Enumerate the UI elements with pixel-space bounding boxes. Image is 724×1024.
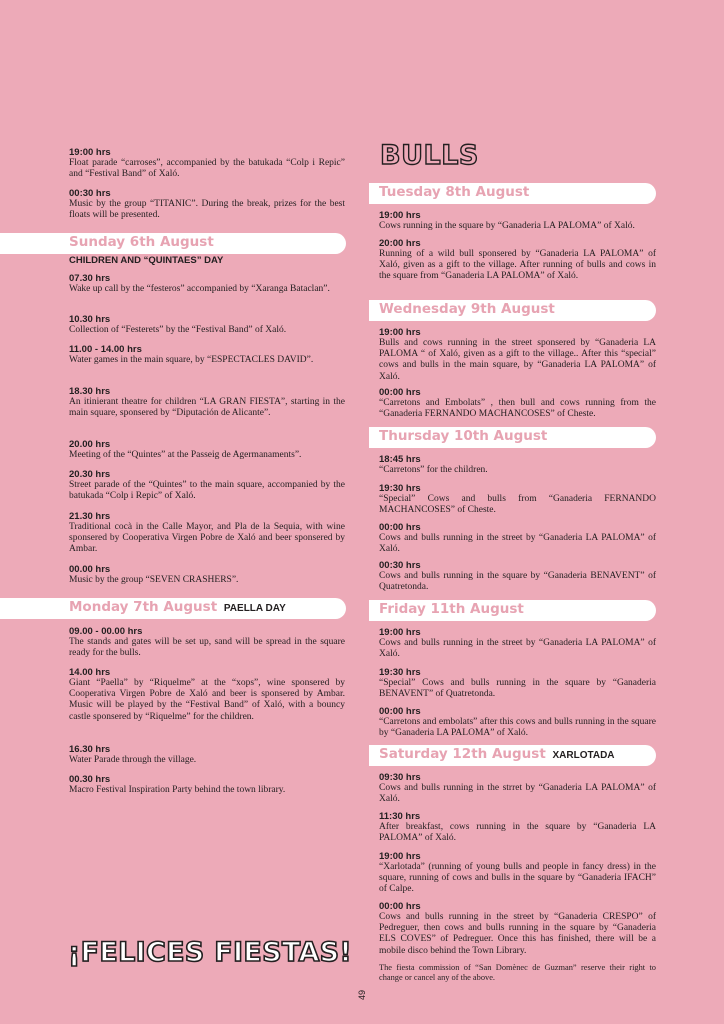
event-desc: Cows and bulls running in the strret by “Ganaderia LA PALOMA” of Xaló. (379, 783, 656, 805)
event-thu-1 (379, 454, 656, 476)
event-desc: “Xarlotada” (running of young bulls and people in fancy dress) in the square, running of cows and bulls in the square by “Ganaderia IFACH” of Calpe. (379, 862, 656, 895)
day-subtitle: XARLOTADA (552, 750, 615, 761)
event-desc: Giant “Paella” by “Riquelme” at the “xops”, wine sponsered by Cooperativa Virgen Pobre de Xaló and beer is sponsered by Ambar. Music will be played by the “Festival Band” of Xaló, with a bouncy castle sponsered by “Riquelme” for the children. (69, 678, 345, 722)
event-sat-4 (379, 901, 656, 957)
event-time: 00:00 hrs (379, 706, 421, 717)
event-desc: Water games in the main square, by “ESPECTACLES DAVID”. (69, 355, 314, 365)
day-title: Wednesday 9th August (379, 301, 555, 317)
event-desc: Music by the group “SEVEN CRASHERS”. (69, 575, 239, 585)
day-title-text: Monday 7th August (69, 599, 218, 615)
event-time: 11.00 - 14.00 hrs (69, 344, 142, 355)
event-time: 21.30 hrs (69, 511, 111, 522)
event-time: 11:30 hrs (379, 811, 421, 822)
footnote: The fiesta commission of “San Domènec de Guzman” reserve their right to change or cancel any of the above. (379, 963, 656, 982)
event-fri-2 (379, 667, 656, 700)
event-tue-1 (379, 210, 656, 232)
day-subtitle: PAELLA DAY (223, 603, 286, 614)
event-float-parade (69, 147, 345, 180)
event-desc: Cows running in the square by “Ganaderia LA PALOMA” of Xaló. (379, 221, 635, 231)
event-desc: Cows and bulls running in the street by “Ganaderia CRESPO” of Pedreguer, then cows and bulls running in the square by “Ganaderia ELS COVES” of Pedreguer. Once this has finished, there will be a mobile disco behind the Town Library. (379, 912, 656, 956)
event-time: 16.30 hrs (69, 744, 111, 755)
event-time: 20:00 hrs (379, 238, 421, 249)
event-desc: “Carretons and Embolats” , then bull and cows running from the “Ganaderia FERNANDO MACHANCOSES” of Cheste. (379, 398, 656, 420)
event-desc: Float parade “carroses”, accompanied by the batukada “Colp i Repic” and “Festival Band” of Xaló. (69, 158, 345, 180)
event-time: 19:00 hrs (379, 210, 421, 221)
event-desc: An itinierant theatre for children “LA GRAN FIESTA”, starting in the main square, sponsered by “Diputación de Alicante”. (69, 397, 345, 419)
event-sun-2 (69, 314, 345, 336)
event-time: 19:00 hrs (379, 851, 421, 862)
day-banner-tuesday (369, 183, 656, 204)
event-time: 00:00 hrs (379, 522, 421, 533)
event-time: 00:30 hrs (69, 188, 111, 199)
day-title-text: Saturday 12th August (379, 746, 546, 762)
event-desc: Wake up call by the “festeros” accompanied by “Xaranga Bataclan”. (69, 284, 330, 294)
event-desc: Cows and bulls running in the street by “Ganaderia LA PALOMA” of Xaló. (379, 638, 656, 660)
event-sun-6 (69, 469, 345, 502)
event-sun-5 (69, 439, 345, 461)
event-wed-1 (379, 327, 656, 383)
event-sat-1 (379, 772, 656, 805)
day-title: Thursday 10th August (379, 428, 548, 444)
event-fri-3 (379, 706, 656, 739)
event-time: 18:45 hrs (379, 454, 421, 465)
event-sun-3 (69, 344, 345, 366)
event-wed-2 (379, 387, 656, 420)
event-time: 20.00 hrs (69, 439, 111, 450)
event-desc: The stands and gates will be set up, sand will be spread in the square ready for the bulls. (69, 637, 345, 659)
event-sun-1 (69, 273, 345, 295)
event-desc: “Special” Cows and bulls from “Ganaderia FERNANDO MACHANCOSES” of Cheste. (379, 494, 656, 516)
event-thu-2 (379, 483, 656, 516)
page-number: 49 (357, 989, 368, 1001)
day-subtitle: CHILDREN AND “QUINTAES” DAY (69, 255, 224, 266)
event-sun-4 (69, 386, 345, 419)
day-banner-friday (369, 600, 656, 621)
event-time: 19:00 hrs (379, 327, 421, 338)
event-sun-8 (69, 564, 345, 586)
event-time: 19:30 hrs (379, 667, 421, 678)
event-time: 00:30 hrs (379, 560, 421, 571)
day-banner-saturday (369, 745, 656, 766)
event-fri-1 (379, 627, 656, 660)
event-time: 20.30 hrs (69, 469, 111, 480)
event-sun-7 (69, 511, 345, 556)
day-banner-monday (0, 598, 346, 619)
day-title: Tuesday 8th August (379, 184, 530, 200)
day-banner-wednesday (369, 300, 656, 321)
event-desc: “Carretons” for the children. (379, 465, 488, 475)
day-title (379, 746, 615, 762)
event-sat-3 (379, 851, 656, 896)
event-thu-4 (379, 560, 656, 593)
event-desc: After breakfast, cows running in the square by “Ganaderia LA PALOMA” of Xaló. (379, 822, 656, 844)
event-time: 07.30 hrs (69, 273, 111, 284)
event-time: 10.30 hrs (69, 314, 111, 325)
event-desc: Cows and bulls running in the street by “Ganaderia LA PALOMA” of Xaló. (379, 533, 656, 555)
event-desc: Collection of “Festerets” by the “Festival Band” of Xaló. (69, 325, 287, 335)
event-time: 14.00 hrs (69, 667, 111, 678)
event-time: 19:00 hrs (379, 627, 421, 638)
event-mon-4 (69, 774, 345, 796)
event-desc: Street parade of the “Quintes” to the main square, accompanied by the batukada “Colp i Repic” of Xaló. (69, 480, 345, 502)
event-time: 00.00 hrs (69, 564, 111, 575)
event-time: 00.30 hrs (69, 774, 111, 785)
event-time: 09:30 hrs (379, 772, 421, 783)
event-time: 19:30 hrs (379, 483, 421, 494)
event-desc: Bulls and cows running in the street sponsered by “Ganaderia LA PALOMA “ of Xaló, given as a gift to the village.. After this “special” cows and bulls in the main square, by “Ganaderia LA PALOMA” of Xaló. (379, 338, 656, 382)
event-mon-2 (69, 667, 345, 723)
event-time: 00:00 hrs (379, 901, 421, 912)
event-time: 18.30 hrs (69, 386, 111, 397)
event-mon-3 (69, 744, 345, 766)
event-time: 00:00 hrs (379, 387, 421, 398)
bulls-heading: BULLS (380, 140, 479, 171)
event-titanic (69, 188, 345, 221)
felices-fiestas-heading: ¡FELICES FIESTAS! (68, 937, 353, 968)
event-desc: Cows and bulls running in the square by “Ganaderia BENAVENT” of Quatretonda. (379, 571, 656, 593)
event-desc: Traditional cocà in the Calle Mayor, and Pla de la Sequia, with wine sponsered by Cooperativa Virgen Pobre de Xaló and beer sponsered by Ambar. (69, 522, 345, 555)
event-mon-1 (69, 626, 345, 659)
event-desc: Water Parade through the village. (69, 755, 197, 765)
day-title: Friday 11th August (379, 601, 524, 617)
event-desc: Meeting of the “Quintes” at the Passeig de Agermanaments”. (69, 450, 302, 460)
event-desc: “Special” Cows and bulls running in the square by “Ganaderia BENAVENT” of Quatretonda. (379, 678, 656, 700)
event-desc: Macro Festival Inspiration Party behind the town library. (69, 785, 286, 795)
day-banner-sunday (0, 233, 346, 254)
event-tue-2 (379, 238, 656, 283)
event-time: 19:00 hrs (69, 147, 111, 158)
event-desc: Running of a wild bull sponsered by “Ganaderia LA PALOMA” of Xaló, given as a gift to the village. After running of bulls and cows in the square from “Ganaderia LA PALOMA” of Xaló. (379, 249, 656, 282)
day-title (69, 599, 286, 615)
day-title: Sunday 6th August (69, 234, 214, 250)
event-desc: “Carretons and embolats” after this cows and bulls running in the square by “Ganaderia LA PALOMA” of Xaló. (379, 717, 656, 739)
event-time: 09.00 - 00.00 hrs (69, 626, 143, 637)
event-sat-2 (379, 811, 656, 844)
day-banner-thursday (369, 427, 656, 448)
event-desc: Music by the group “TITANIC”. During the break, prizes for the best floats will be presented. (69, 199, 345, 221)
event-thu-3 (379, 522, 656, 555)
